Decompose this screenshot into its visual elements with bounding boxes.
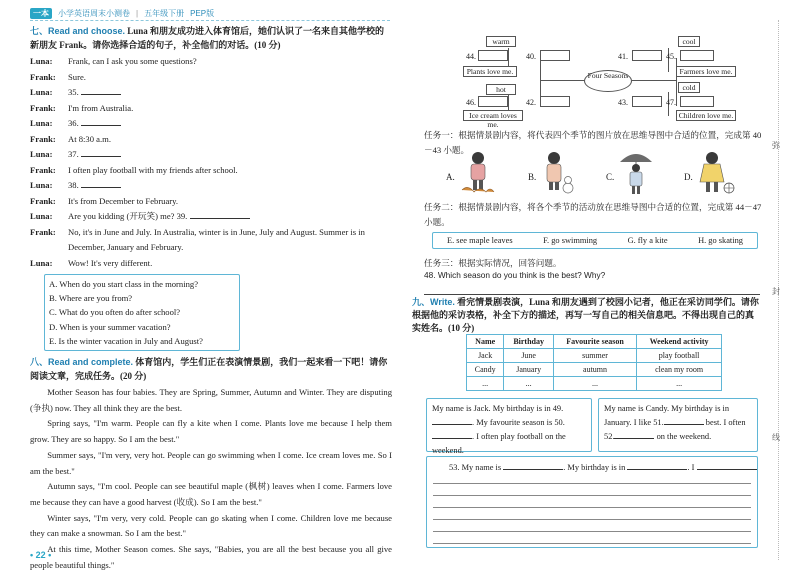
story-paragraph: At this time, Mother Season comes. She says, "Babies, you are all the best because you all give people beautiful things." — [30, 544, 392, 570]
answer-blank-38[interactable] — [81, 179, 121, 188]
margin-char: 线 — [772, 433, 780, 442]
answer-blank-36[interactable] — [81, 117, 121, 126]
picture-label-c: C. — [606, 172, 615, 182]
options-box — [44, 274, 240, 351]
col-season: Favourite season — [553, 335, 636, 349]
mm-phrase-farmers: Farmers love me. — [676, 66, 736, 77]
series-badge: 一本 — [30, 8, 52, 19]
picture-label-d: D. — [684, 172, 693, 182]
option-e: E. Is the winter vacation in July and August? — [49, 335, 203, 346]
dialog-line: Frank: I often play football with my friends after school. — [30, 164, 238, 175]
section-9-title: 九、Write. 看完情景剧表演，Luna 和朋友遇到了校园小记者，他正在采访同学们。请你根据他的采访表格，补全下方的描述，再写一写自己的相关信息吧。不得出现自己的真实姓名。(10 分) — [412, 297, 759, 333]
mm-num-43: 43. — [618, 98, 628, 107]
col-activity: Weekend activity — [637, 335, 722, 349]
mm-phrase-icecream: Ice cream loves me. — [463, 110, 523, 121]
dialog-line: Luna: 36. — [30, 116, 392, 132]
mm-num-44: 44. — [466, 52, 476, 61]
card-candy: My name is Candy. My birthday is in January. I like 51. best. I often 52. on the weekend. — [598, 398, 758, 452]
table-row: Candy January autumn clean my room — [467, 363, 722, 377]
picture-c-spring-umbrella-icon[interactable] — [616, 148, 656, 196]
header-divider — [30, 20, 390, 21]
mm-word-cool: cool — [678, 36, 700, 47]
answer-blank-50[interactable] — [432, 430, 472, 439]
picture-d-summer-girl-icon[interactable] — [696, 150, 736, 196]
mm-phrase-plants: Plants love me. — [463, 66, 517, 77]
answer-box-44[interactable] — [478, 50, 508, 61]
mm-num-45: 45. — [666, 52, 676, 61]
dialog — [30, 54, 392, 271]
answer-box-43[interactable] — [632, 96, 662, 107]
answer-line-48[interactable] — [424, 294, 760, 295]
option-c: C. What do you often do after school? — [49, 307, 181, 318]
page-header: 一本 小学英语周末小测卷 | 五年级下册 PEP版 — [30, 8, 214, 19]
dialog-line: Luna: Frank, can I ask you some questions? — [30, 56, 197, 66]
dialog-line: Luna: 38. — [30, 178, 392, 194]
dialog-line: Luna: 37. — [30, 147, 392, 163]
col-birthday: Birthday — [504, 335, 554, 349]
answer-box-46[interactable] — [478, 96, 508, 107]
dialog-line: Luna: Wow! It's very different. — [30, 257, 153, 268]
card-jack: My name is Jack. My birthday is in 49.. My favourite season is 50.. I often play football on the weekend. — [426, 398, 592, 452]
answer-blank-51[interactable] — [664, 416, 704, 425]
mm-center-four-seasons: Four Seasons — [584, 70, 632, 92]
dialog-line: Luna: 35. — [30, 85, 392, 101]
story-paragraph: Winter says, "I'm very, very cold. People can go skating when I come. Children love me because they can make a snowman. So I am the best." — [30, 512, 392, 539]
story — [30, 385, 392, 573]
task-3: 任务三：根据实际情况，回答问题。 — [424, 258, 562, 268]
picture-label-a: A. — [446, 172, 455, 182]
page-number: • 22 • — [30, 550, 52, 560]
answer-box-45[interactable] — [680, 50, 714, 61]
dialog-line: Luna: Are you kidding (开玩笑) me? 39. — [30, 209, 392, 225]
mm-phrase-children: Children love me. — [676, 110, 736, 121]
write-prompt-53: 53. My name is . My birthday is in . I — [449, 461, 757, 472]
table-row: Jack June summer play football — [467, 349, 722, 363]
answer-blank-52[interactable] — [614, 430, 654, 439]
answer-box-41[interactable] — [632, 50, 662, 61]
mm-num-41: 41. — [618, 52, 628, 61]
dialog-line: Frank: Sure. — [30, 71, 86, 82]
dialog-line: Frank: It's from December to February. — [30, 195, 179, 206]
activity-e: E. see maple leaves — [447, 236, 513, 245]
answer-box-42[interactable] — [540, 96, 570, 107]
dialog-line: Frank: No, it's in June and July. In Australia, winter is in June, July and August. Summer is in December, January and February. — [30, 226, 365, 252]
answer-blank-35[interactable] — [81, 86, 121, 95]
story-paragraph: Autumn says, "I'm cool. People can see beautiful maple (枫树) leaves when I come. Farmers love me because they can have a good harvest (收成). So I am the best." — [30, 481, 392, 507]
picture-b-winter-girl-icon[interactable] — [540, 150, 576, 196]
option-a: A. When do you start class in the morning? — [49, 279, 199, 289]
mm-num-42: 42. — [526, 98, 536, 107]
answer-blank-53-rest[interactable] — [697, 461, 757, 470]
option-d: D. When is your summer vacation? — [49, 321, 171, 332]
margin-char: 弥 — [772, 141, 780, 150]
write-box-53 — [426, 456, 758, 548]
story-paragraph: Mother Season has four babies. They are Spring, Summer, Autumn and Winter. They are disputing (争执) now. They all think they are the best. — [30, 387, 392, 413]
mm-word-cold: cold — [678, 82, 700, 93]
table-row: ... ... ... ... — [467, 377, 722, 391]
book-title: 小学英语周末小测卷 — [58, 9, 130, 18]
section-7-title: 七、Read and choose. Luna 和朋友成功进入体育馆后，她们认识了一名来自其他学校的新朋友 Frank。请你选择合适的句子，补全他们的对话。(10 分) — [30, 26, 385, 50]
answer-blank-37[interactable] — [81, 148, 121, 157]
grade-label: 五年级下册 — [144, 9, 185, 18]
table-header-row — [467, 335, 722, 349]
picture-a-autumn-girl-icon[interactable] — [460, 150, 496, 196]
edition-label: PEP版 — [190, 9, 215, 18]
activity-h: H. go skating — [698, 236, 743, 245]
writing-line[interactable] — [433, 519, 751, 520]
option-b: B. Where are you from? — [49, 293, 133, 304]
writing-line[interactable] — [433, 483, 751, 484]
answer-blank-49[interactable] — [432, 416, 472, 425]
activity-f: F. go swimming — [543, 236, 598, 245]
mm-word-warm: warm — [486, 36, 516, 47]
activity-options — [432, 232, 758, 249]
answer-blank-53-name[interactable] — [503, 461, 563, 470]
task-2: 任务二：根据情景剧内容，将各个季节的活动放在思维导图中合适的位置，完成第 44－47 小题。 — [424, 202, 762, 227]
mm-num-47: 47. — [666, 98, 676, 107]
story-paragraph: Spring says, "I'm warm. People can fly a kite when I come. Plants love me because I help them grow. They are so happy. So I am the best." — [30, 418, 392, 445]
question-48: 48. Which season do you think is the best? Why? — [424, 270, 606, 280]
task-1: 任务一：根据情景剧内容，将代表四个季节的图片放在思维导图中合适的位置，完成第 40－43 小题。 — [424, 130, 762, 155]
writing-line[interactable] — [433, 531, 751, 532]
left-column — [30, 24, 392, 573]
interview-table — [466, 334, 722, 391]
picture-label-b: B. — [528, 172, 537, 182]
dialog-line: Frank: I'm from Australia. — [30, 102, 134, 113]
answer-blank-53-birthday[interactable] — [627, 461, 687, 470]
writing-line[interactable] — [433, 543, 751, 544]
margin-char: 封 — [772, 287, 780, 296]
dialog-line: Frank: At 8:30 a.m. — [30, 133, 111, 144]
mm-num-40: 40. — [526, 52, 536, 61]
section-8-title: 八、Read and complete. 体育馆内，学生们正在表演情景剧，我们一起来看一下吧！请你阅读文章，完成任务。(20 分) — [30, 357, 388, 382]
writing-line[interactable] — [433, 507, 751, 508]
writing-line[interactable] — [433, 495, 751, 496]
answer-box-40[interactable] — [540, 50, 570, 61]
story-paragraph: Summer says, "I'm very, very hot. People can go swimming when I come. Ice cream loves me. So I am the best." — [30, 449, 392, 476]
answer-blank-39[interactable] — [190, 210, 250, 219]
answer-box-47[interactable] — [680, 96, 714, 107]
mm-num-46: 46. — [466, 98, 476, 107]
activity-g: G. fly a kite — [627, 236, 668, 245]
col-name: Name — [467, 335, 504, 349]
mm-word-hot: hot — [486, 84, 516, 95]
